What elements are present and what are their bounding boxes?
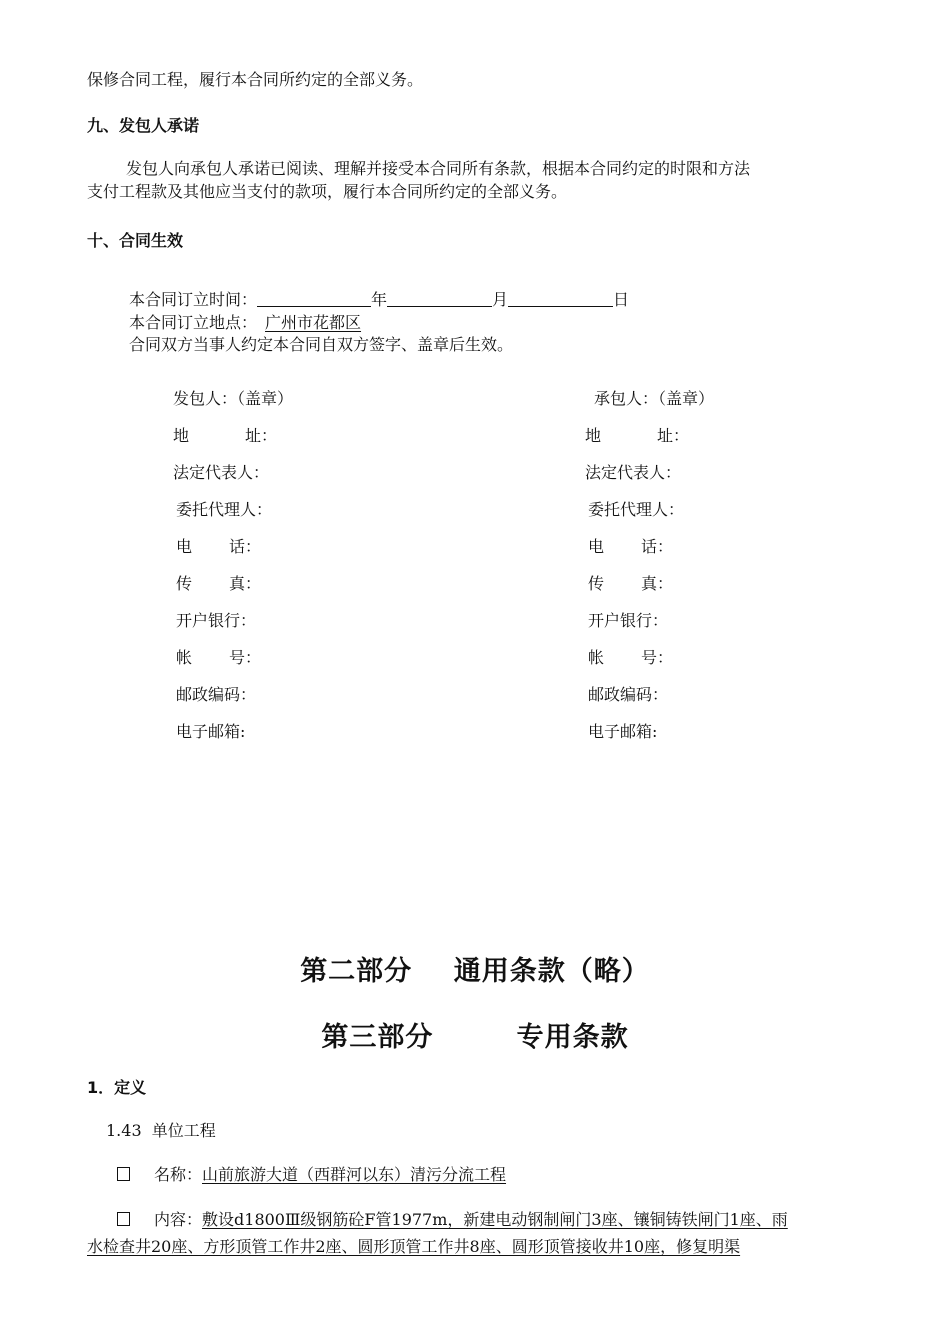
contractor-legal-rep-label: 法定代表人： [585, 463, 682, 482]
month-blank[interactable] [387, 290, 492, 307]
contract-place-line [129, 313, 369, 332]
section9-paragraph-line1: 发包人向承包人承诺已阅读、理解并接受本合同所有条款，根据本合同约定的时限和方法 [126, 159, 751, 178]
employer-phone-label: 电 话： [176, 537, 261, 556]
contract-date-label: 本合同订立时间： [129, 290, 258, 309]
contract-place-label: 本合同订立地点： [129, 313, 258, 332]
unit-content-text-line1: 敷设d1800Ⅲ级钢筋砼F管1977m，新建电动钢制闸门3座、镶铜铸铁闸门1座、雨 [202, 1210, 788, 1229]
section9-paragraph-line2: 支付工程款及其他应当支付的款项，履行本合同所约定的全部义务。 [87, 182, 568, 201]
day-label: 日 [613, 290, 630, 309]
item-1-43: 1.43 单位工程 [106, 1121, 216, 1140]
day-blank[interactable] [508, 290, 613, 307]
employer-postcode-label: 邮政编码： [176, 685, 257, 704]
contractor-address-label: 地 址： [585, 426, 689, 445]
unit-content-text-line2: 水检查井20座、方形顶管工作井2座、圆形顶管工作井8座、圆形顶管接收井10座，修复明渠 [87, 1237, 741, 1256]
contract-place-value: 广州市花都区 [265, 313, 362, 332]
unit-content-label: 内容： [154, 1210, 203, 1229]
month-label: 月 [492, 290, 509, 309]
contractor-bank-label: 开户银行： [588, 611, 669, 630]
part2-title: 第二部分 通用条款（略） [300, 956, 650, 987]
contractor-title: 承包人：（盖章） [594, 389, 715, 408]
employer-email-label: 电子邮箱: [176, 722, 246, 741]
part3-title: 第三部分 专用条款 [321, 1022, 629, 1053]
unit-name-label: 名称： [154, 1165, 203, 1184]
contract-date-line [129, 290, 629, 309]
employer-fax-label: 传 真： [176, 574, 261, 593]
contractor-agent-label: 委托代理人： [588, 500, 685, 519]
checkbox-icon[interactable] [117, 1212, 130, 1226]
employer-title: 发包人：（盖章） [173, 389, 294, 408]
definitions-heading: 1．定义 [87, 1078, 147, 1097]
year-label: 年 [371, 290, 388, 309]
contractor-fax-label: 传 真： [588, 574, 673, 593]
unit-name-value: 山前旅游大道（西群河以东）清污分流工程 [202, 1165, 507, 1184]
year-blank[interactable] [257, 290, 371, 307]
employer-legal-rep-label: 法定代表人： [173, 463, 270, 482]
section8-tail: 保修合同工程，履行本合同所约定的全部义务。 [87, 70, 424, 89]
employer-address-label: 地 址： [173, 426, 277, 445]
employer-account-label: 帐 号： [176, 648, 261, 667]
contract-effective-text: 合同双方当事人约定本合同自双方签字、盖章后生效。 [129, 335, 514, 354]
unit-name-line [117, 1165, 506, 1184]
checkbox-icon[interactable] [117, 1167, 130, 1181]
employer-agent-label: 委托代理人： [176, 500, 273, 519]
contractor-phone-label: 电 话： [588, 537, 673, 556]
contractor-account-label: 帐 号： [588, 648, 673, 667]
contractor-postcode-label: 邮政编码： [588, 685, 669, 704]
unit-content-line1 [117, 1210, 788, 1229]
employer-bank-label: 开户银行： [176, 611, 257, 630]
contractor-email-label: 电子邮箱: [588, 722, 658, 741]
section9-heading: 九、发包人承诺 [87, 116, 200, 135]
section10-heading: 十、合同生效 [87, 231, 184, 250]
